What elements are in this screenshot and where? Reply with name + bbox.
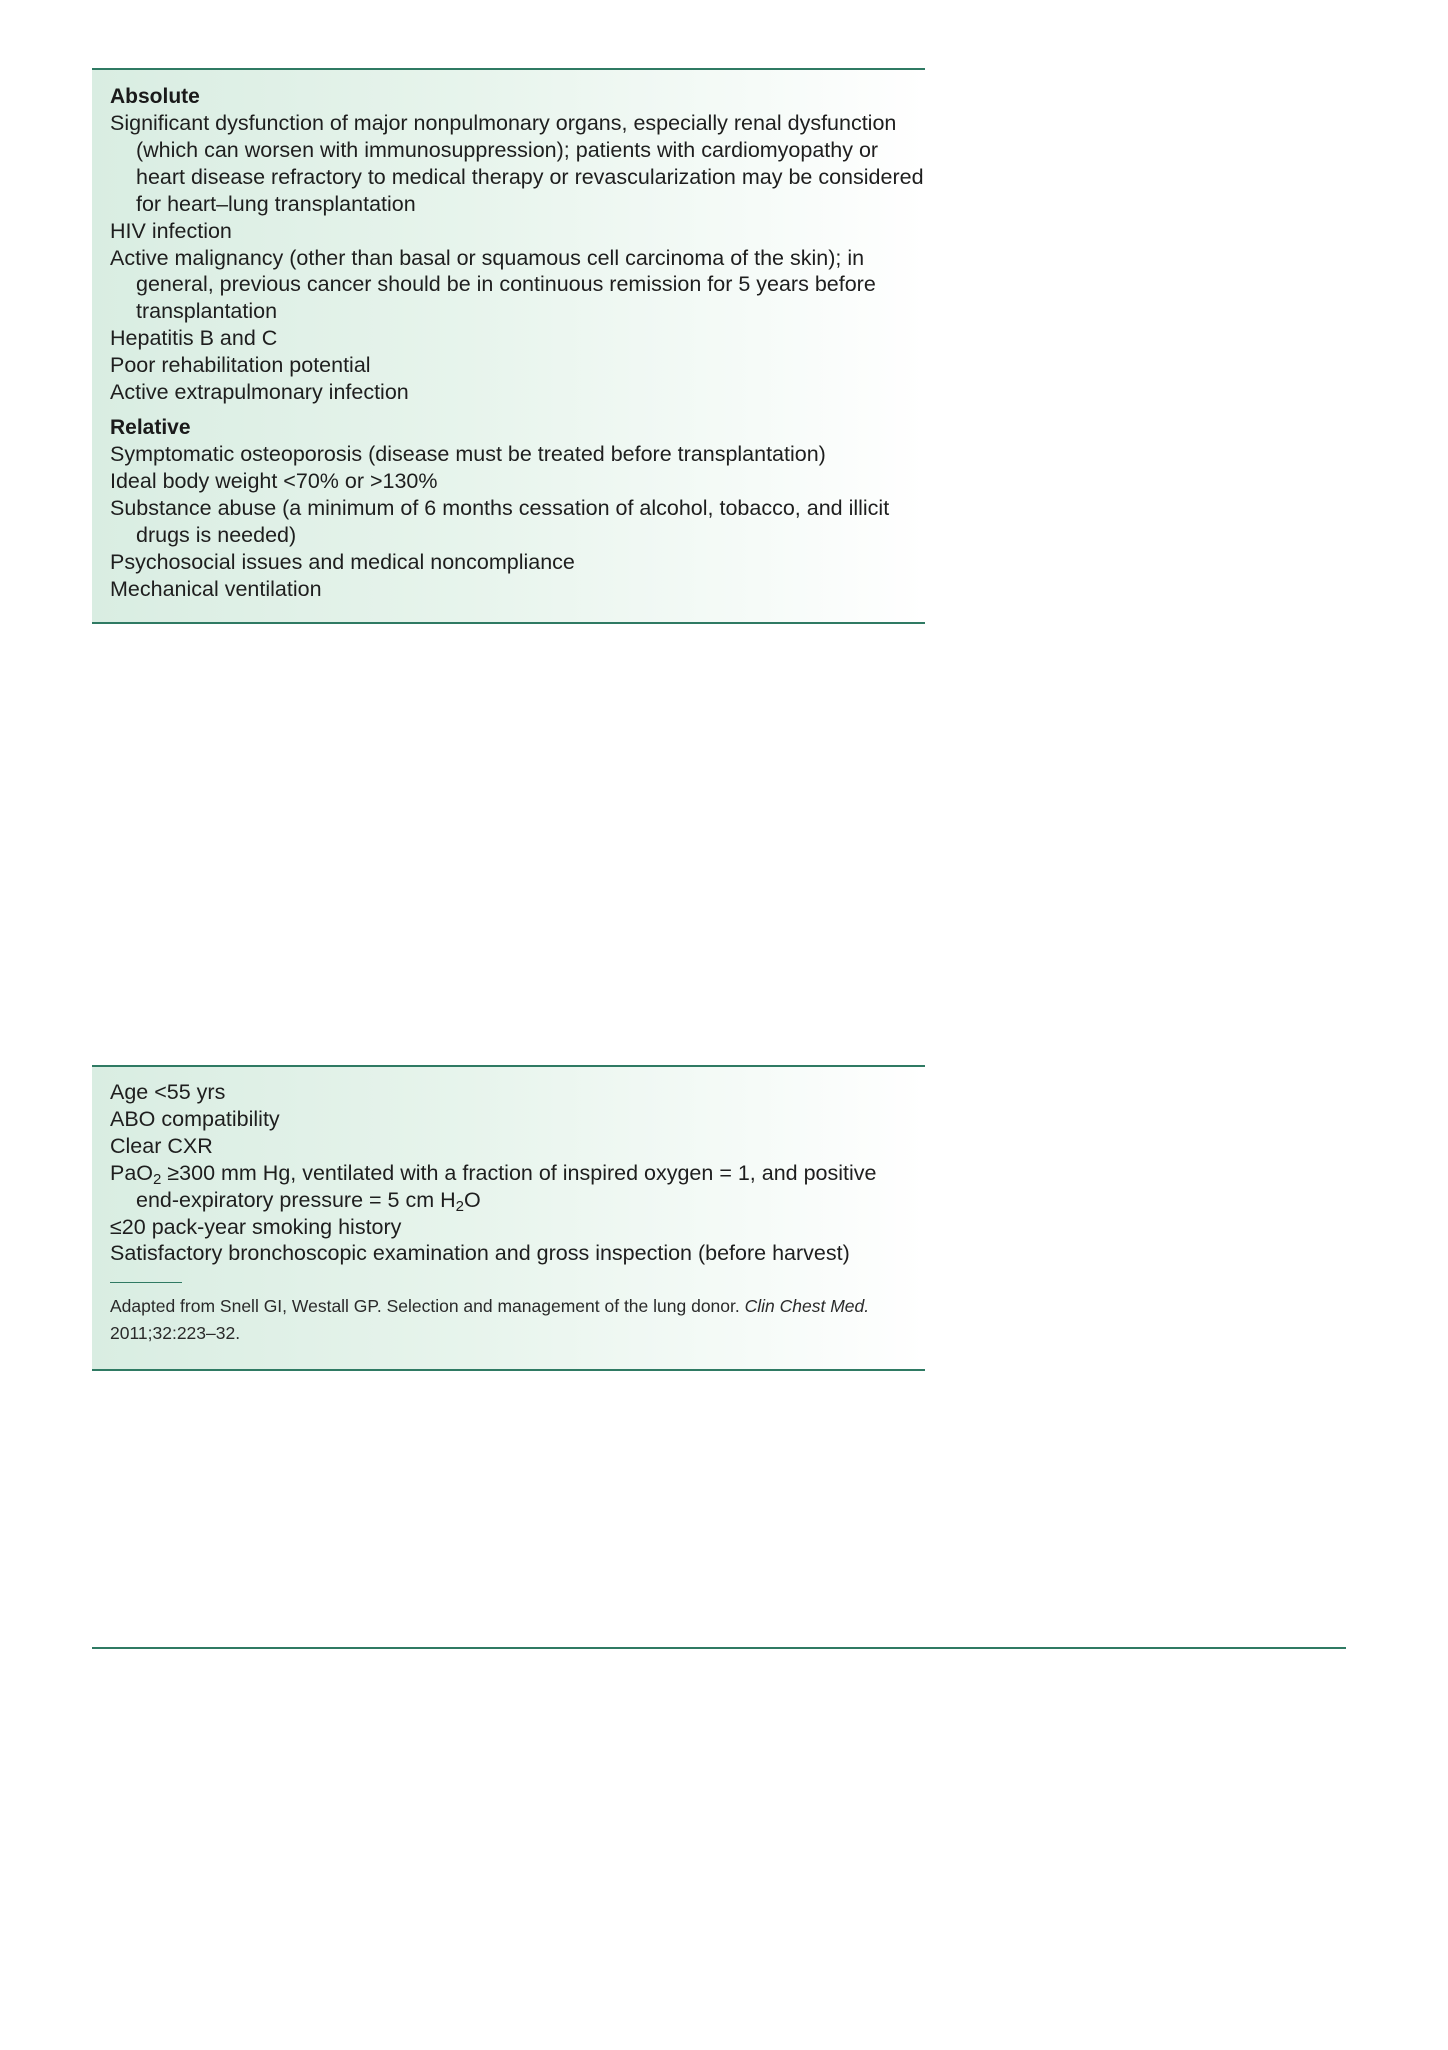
absolute-heading: Absolute [110,85,200,108]
footnote-text: Adapted from Snell GI, Westall GP. Selection and management of the lung donor. [110,1296,745,1317]
list-item: Symptomatic osteoporosis (disease must be treated before transplantation) [110,441,826,466]
relative-heading: Relative [110,415,191,439]
list-item: Hepatitis B and C [110,326,278,351]
footnote-citation: 2011;32:223–32. [110,1323,241,1344]
absolute-list [110,110,925,406]
h2o-subscript: 2 [455,1197,464,1215]
footnote-journal: Clin Chest Med. [744,1296,870,1317]
list-item: Psychosocial issues and medical noncompliance [110,549,575,574]
list-item: ABO compatibility [110,1106,280,1131]
list-item-pao2 [110,1160,925,1214]
list-item: Ideal body weight <70% or >130% [110,468,438,493]
list-item: Mechanical ventilation [110,576,322,601]
list-item: Clear CXR [110,1133,213,1158]
donor-criteria-table [92,1065,925,1371]
donor-criteria-list [110,1079,925,1267]
list-item: Significant dysfunction of major nonpulmonary organs, especially renal dysfunction (which can worsen with immunosuppression); patients with cardiomyopathy or heart disease refractory to medical therapy or revascularization may be considered for heart–lung transplantation [110,111,924,216]
list-item: Substance abuse (a minimum of 6 months cessation of alcohol, tobacco, and illicit drugs is needed) [110,495,890,547]
page-divider [92,1647,1346,1649]
list-item: Active extrapulmonary infection [110,380,409,405]
pao2-text: ≥300 mm Hg, ventilated with a fraction of inspired oxygen = 1, and positive end-expiratory pressure = 5 cm H [136,1160,877,1212]
relative-list [110,441,925,602]
list-item: Active malignancy (other than basal or squamous cell carcinoma of the skin); in general, previous cancer should be in continuous remission for 5 years before transplantation [110,245,876,324]
list-item: ≤20 pack-year smoking history [110,1214,402,1239]
contraindications-table [92,68,925,624]
list-item: Poor rehabilitation potential [110,353,371,378]
list-item: Satisfactory bronchoscopic examination and gross inspection (before harvest) [110,1241,850,1266]
pao2-subscript: 2 [153,1170,162,1188]
list-item: Age <55 yrs [110,1080,226,1104]
pao2-prefix: PaO [110,1160,154,1185]
source-footnote [110,1293,916,1347]
footnote-divider [110,1282,182,1283]
list-item: HIV infection [110,218,232,243]
h2o-suffix: O [464,1187,481,1212]
